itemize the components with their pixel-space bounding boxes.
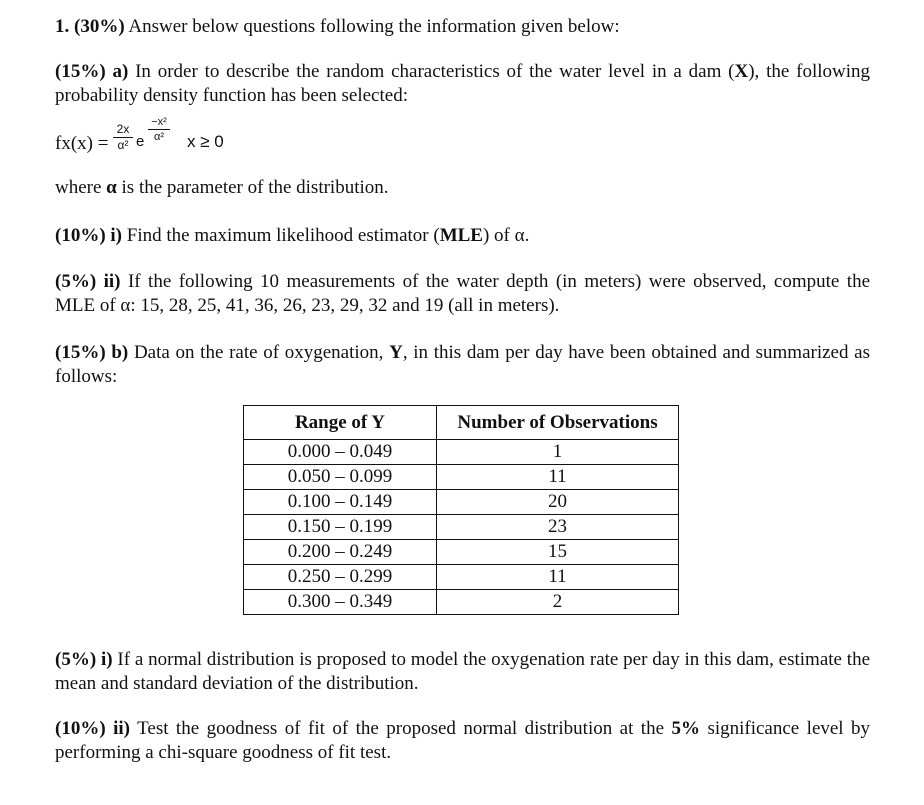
formula-exponent xyxy=(148,116,170,143)
table-header-row xyxy=(244,406,679,440)
range-cell: 0.000 – 0.049 xyxy=(244,440,437,465)
where-after: is the parameter of the distribution. xyxy=(121,177,389,198)
oxygenation-table xyxy=(243,405,679,615)
count-cell: 15 xyxy=(437,540,679,565)
part-b xyxy=(55,341,870,389)
count-cell: 1 xyxy=(437,440,679,465)
a-i-label: i) xyxy=(110,225,123,246)
part-a-text: In order to describe the random characteristics of the water level in a dam ( xyxy=(135,61,735,82)
part-b-i xyxy=(55,648,870,696)
table-row xyxy=(244,515,679,540)
b-ii-text: Test the goodness of fit of the proposed normal distribution at the xyxy=(137,718,665,739)
exponent-denominator: α² xyxy=(153,131,165,143)
question-1-header xyxy=(55,15,870,39)
formula-e: e xyxy=(136,133,145,150)
variable-x: X xyxy=(734,61,749,82)
a-ii-text: If the following 10 measurements of the water depth (in meters) were observed, compute the MLE of α: 15, 28, 25, 41, 36, 26, 23, 29, 32 and 19 (all in meters). xyxy=(55,271,871,316)
table-row xyxy=(244,465,679,490)
part-b-weight: (15%) xyxy=(55,342,106,363)
formula-condition: x ≥ 0 xyxy=(187,132,224,151)
part-a-i xyxy=(55,224,870,248)
count-cell: 11 xyxy=(437,565,679,590)
part-a xyxy=(55,60,870,108)
b-ii-text-end: significance level by performing a chi-square goodness of fit test. xyxy=(55,718,871,763)
b-i-weight: (5%) xyxy=(55,649,97,670)
alpha-symbol: α xyxy=(106,177,117,198)
part-a-weight: (15%) xyxy=(55,61,106,82)
b-ii-weight: (10%) xyxy=(55,718,106,739)
where-before: where xyxy=(55,177,102,198)
exponent-bar xyxy=(148,129,170,130)
question-intro: Answer below questions following the information given below: xyxy=(128,16,620,37)
part-b-text: Data on the rate of oxygenation, xyxy=(133,342,384,363)
count-cell: 11 xyxy=(437,465,679,490)
b-ii-label: ii) xyxy=(113,718,130,739)
formula-fraction xyxy=(113,123,133,152)
part-b-label: b) xyxy=(111,342,129,363)
range-cell: 0.250 – 0.299 xyxy=(244,565,437,590)
a-i-text-end: ) of α. xyxy=(482,225,530,246)
table-row xyxy=(244,490,679,515)
range-cell: 0.100 – 0.149 xyxy=(244,490,437,515)
significance-level: 5% xyxy=(671,718,700,739)
a-ii-weight: (5%) xyxy=(55,271,97,292)
part-a-text-end: ), the following probability density function has been selected: xyxy=(55,61,870,106)
b-i-text: If a normal distribution is proposed to model the oxygenation rate per day in this dam, estimate the mean and standard deviation of the distribution. xyxy=(55,649,871,694)
part-b-ii xyxy=(55,717,870,765)
part-b-text-end: , in this dam per day have been obtained and summarized as follows: xyxy=(55,342,870,387)
table-row xyxy=(244,540,679,565)
range-cell: 0.050 – 0.099 xyxy=(244,465,437,490)
formula-lhs: fx(x) = xyxy=(55,133,109,154)
table-row xyxy=(244,590,679,615)
table-row xyxy=(244,440,679,465)
count-cell: 2 xyxy=(437,590,679,615)
mle-term: MLE xyxy=(439,225,483,246)
range-cell: 0.200 – 0.249 xyxy=(244,540,437,565)
exponent-numerator: −x² xyxy=(151,116,167,128)
header-observations: Number of Observations xyxy=(437,406,679,440)
a-i-text: Find the maximum likelihood estimator ( xyxy=(126,225,440,246)
a-ii-label: ii) xyxy=(103,271,121,292)
where-clause xyxy=(55,176,870,200)
part-a-ii xyxy=(55,270,870,318)
formula-denominator: α² xyxy=(117,138,129,152)
formula-numerator: 2x xyxy=(116,122,130,136)
range-cell: 0.300 – 0.349 xyxy=(244,590,437,615)
pdf-formula xyxy=(55,118,355,160)
variable-y: Y xyxy=(389,342,403,363)
table-row xyxy=(244,565,679,590)
header-range: Range of Y xyxy=(244,406,437,440)
b-i-label: i) xyxy=(100,649,113,670)
count-cell: 23 xyxy=(437,515,679,540)
a-i-weight: (10%) xyxy=(55,225,106,246)
question-weight: (30%) xyxy=(74,16,125,37)
range-cell: 0.150 – 0.199 xyxy=(244,515,437,540)
part-a-label: a) xyxy=(112,61,129,82)
count-cell: 20 xyxy=(437,490,679,515)
question-number: 1. xyxy=(55,16,70,37)
